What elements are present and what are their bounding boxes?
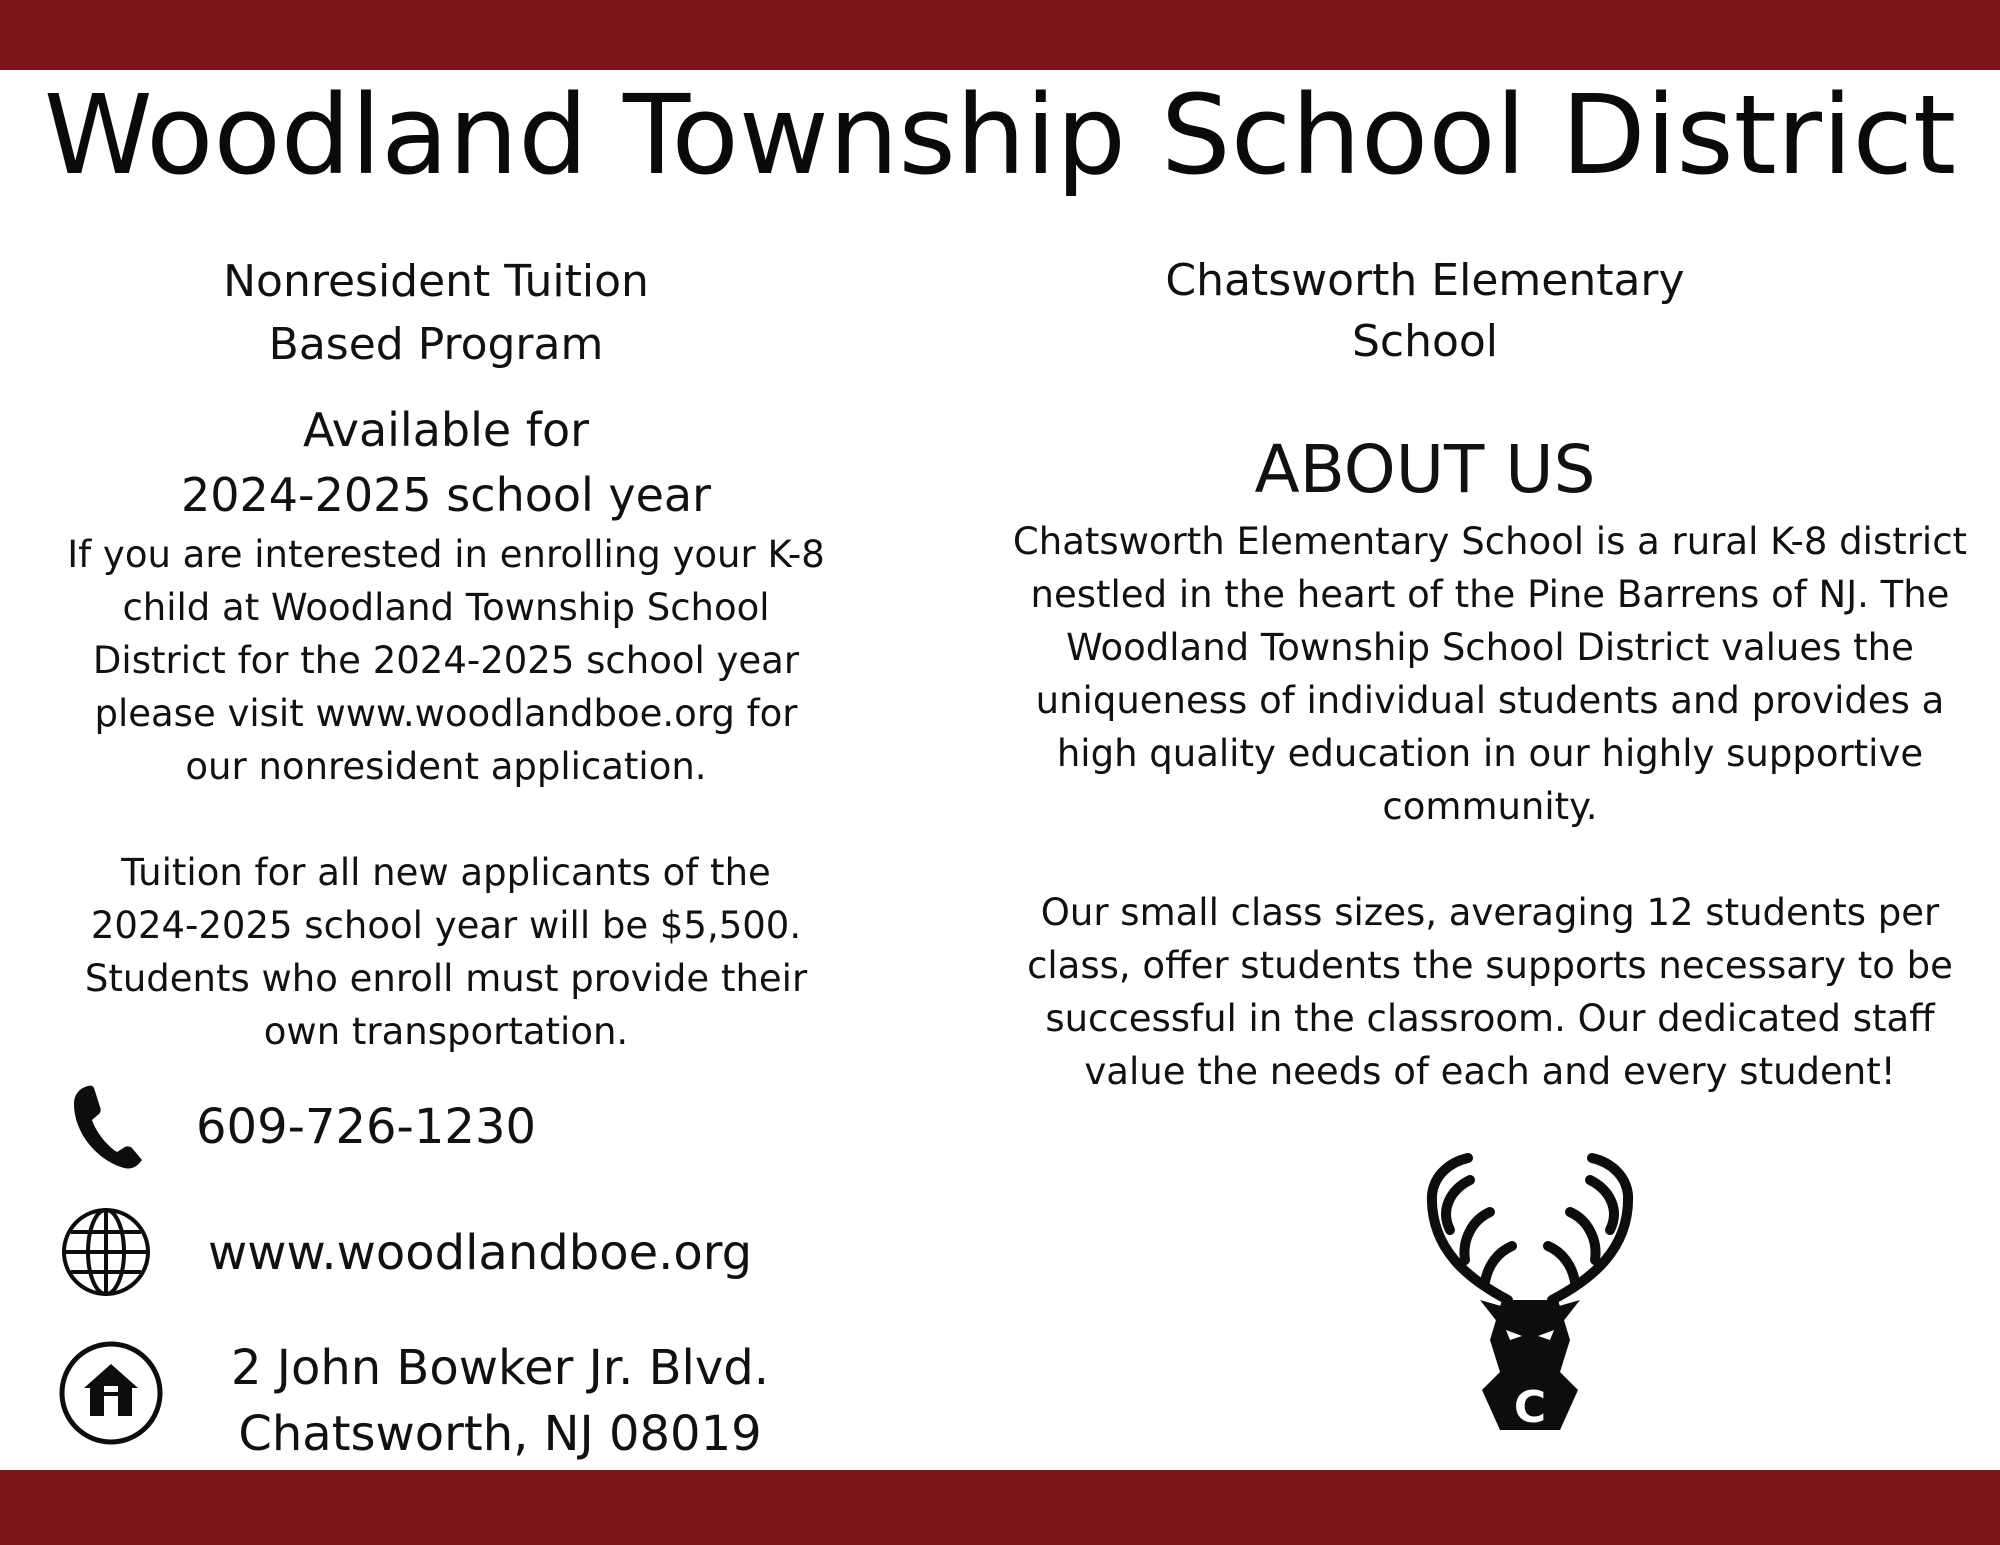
text-line: value the needs of each and every student! [1084, 1050, 1896, 1093]
text-line: Woodland Township School District values the [1066, 626, 1914, 669]
text-line: our nonresident application. [185, 745, 707, 788]
address-line1: 2 John Bowker Jr. Blvd. [231, 1340, 769, 1396]
text-line: District for the 2024-2025 school year [92, 639, 800, 682]
top-accent-bar [0, 0, 2000, 70]
text-line: Tuition for all new applicants of the [121, 851, 771, 894]
left-heading-line2: Based Program [268, 319, 604, 370]
text-line: child at Woodland Township School [122, 586, 770, 629]
address-line2: Chatsworth, NJ 08019 [238, 1406, 762, 1462]
text-line: high quality education in our highly supportive [1056, 732, 1924, 775]
text-line: community. [1382, 785, 1598, 828]
text-line: please visit www.woodlandboe.org for [94, 692, 798, 735]
school-name-heading [1100, 250, 1750, 372]
school-name-line2: School [1351, 316, 1499, 367]
globe-icon [60, 1206, 152, 1298]
availability-line1: Available for [302, 403, 590, 457]
availability-line2: 2024-2025 school year [180, 468, 712, 522]
text-line: uniqueness of individual students and provides a [1035, 679, 1945, 722]
about-paragraph-2 [985, 886, 1995, 1098]
mascot-letter: C [1513, 1382, 1547, 1433]
text-line: Chatsworth Elementary School is a rural K-8 district [1012, 520, 1968, 563]
about-us-heading: ABOUT US [1254, 431, 1596, 508]
phone-number[interactable]: 609-726-1230 [196, 1099, 537, 1155]
deer-mascot-logo [1410, 1150, 1650, 1445]
phone-icon [70, 1080, 150, 1172]
page-title: Woodland Township School District [43, 71, 1957, 199]
left-heading [86, 250, 786, 376]
tuition-paragraph [36, 846, 856, 1058]
enrollment-paragraph [36, 528, 856, 793]
home-icon [58, 1340, 164, 1446]
text-line: Our small class sizes, averaging 12 students per [1040, 891, 1940, 934]
text-line: nestled in the heart of the Pine Barrens of NJ. The [1030, 573, 1950, 616]
text-line: 2024-2025 school year will be $5,500. [90, 904, 802, 947]
left-heading-line1: Nonresident Tuition [223, 256, 649, 307]
availability [86, 398, 806, 528]
text-line: If you are interested in enrolling your K-8 [67, 533, 825, 576]
school-name-line1: Chatsworth Elementary [1165, 255, 1685, 306]
bottom-accent-bar [0, 1470, 2000, 1545]
address [200, 1335, 800, 1467]
text-line: own transportation. [263, 1010, 629, 1053]
text-line: class, offer students the supports necessary to be [1027, 944, 1953, 987]
text-line: Students who enroll must provide their [84, 957, 808, 1000]
text-line: successful in the classroom. Our dedicated staff [1045, 997, 1935, 1040]
website-link[interactable]: www.woodlandboe.org [208, 1225, 753, 1281]
about-paragraph-1 [985, 515, 1995, 833]
